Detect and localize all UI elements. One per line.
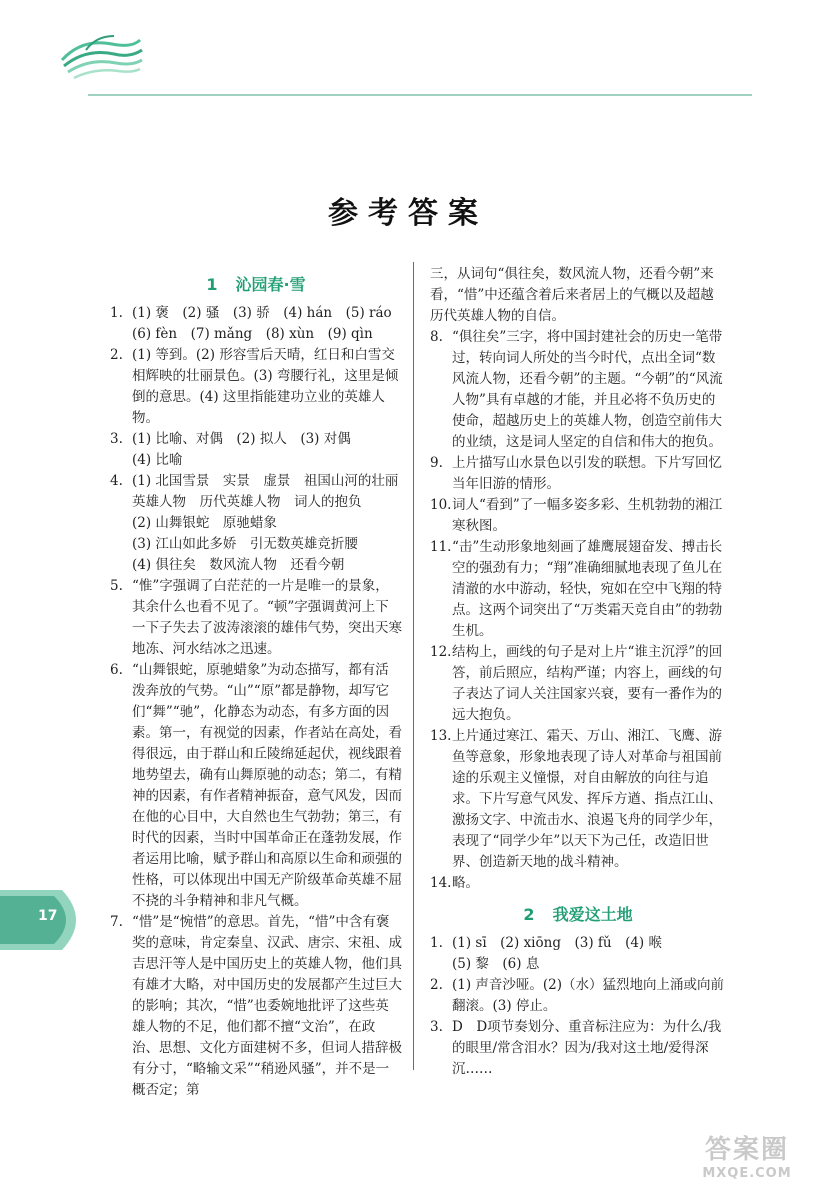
answer-number: 14.	[430, 875, 452, 891]
answer-text: 略。	[452, 875, 479, 891]
section-heading-1	[110, 274, 402, 295]
answer-number: 12.	[430, 644, 452, 660]
answer-list-left	[110, 303, 402, 1101]
answer-item	[430, 642, 726, 726]
answer-text: (1) 北国雪景 实景 虚景 祖国山河的壮丽 英雄人物 历代英雄人物 词人的抱负 (2) 山舞银蛇 原驰蜡象 (3) 江山如此多娇 引无数英雄竞折腰 (4) 俱往矣 数风流人物 还看今朝	[132, 473, 399, 573]
answer-number: 2.	[110, 347, 123, 363]
header-rule	[88, 94, 752, 96]
section-number: 1	[206, 275, 218, 294]
answer-item	[110, 303, 402, 345]
answer-text: “惜”是“惋惜”的意思。首先，“惜”中含有褒奖的意味，肯定秦皇、汉武、唐宗、宋祖、成吉思汗等人是中国历史上的英雄人物，他们具有雄才大略，对中国历史的发展都产生过巨大的影响；其次，“惜”也委婉地批评了这些英雄人物的不足，他们都不擅“文治”，在政治、思想、文化方面建树不多，但词人措辞极有分寸，“略输文采”“稍逊风骚”，并不是一概否定；第	[132, 914, 402, 1098]
left-column	[110, 272, 402, 1101]
answer-text: (1) 比喻、对偶 (2) 拟人 (3) 对偶 (4) 比喻	[132, 431, 351, 468]
watermark-line2: MXQE.COM	[702, 1166, 792, 1181]
page-number: 17	[38, 908, 58, 924]
section-title: 我爱这土地	[552, 905, 633, 924]
answer-text: 词人“看到”了一幅多姿多彩、生机勃勃的湘江寒秋图。	[452, 497, 723, 534]
watermark-line1: 答案圈	[704, 1135, 789, 1165]
answer-text: “击”生动形象地刻画了雄鹰展翅奋发、搏击长空的强劲有力；“翔”准确细腻地表现了鱼儿在清澈的水中游动，轻快，宛如在空中飞翔的特点。这两个词突出了“万类霜天竞自由”的勃勃生机。	[452, 539, 723, 639]
answer-text: 上片描写山水景色以引发的联想。下片写回忆当年旧游的情形。	[452, 455, 722, 492]
answer-list-section-2	[430, 933, 726, 1080]
answer-item	[430, 873, 726, 894]
answer-text: “俱往矣”三字，将中国封建社会的历史一笔带过，转向词人所处的当今时代，点出全词“数风流人物，还看今朝”的主题。“今朝”的“风流人物”具有卓越的才能，并且必将不负历史的使命，超越历史上的英雄人物，创造空前伟大的业绩，这是词人坚定的自信和伟大的抱负。	[452, 329, 723, 450]
right-column	[430, 264, 726, 1080]
answer-text: 结构上，画线的句子是对上片“谁主沉浮”的回答，前后照应，结构严谨；内容上，画线的句子表达了词人关注国家兴衰，要有一番作为的远大抱负。	[452, 644, 723, 723]
section-heading-2	[430, 904, 726, 925]
answer-list-right	[430, 264, 726, 894]
answer-number: 1.	[110, 305, 123, 321]
answer-number: 5.	[110, 578, 123, 594]
answer-number: 6.	[110, 662, 123, 678]
answer-item	[430, 537, 726, 642]
section-title: 沁园春·雪	[235, 275, 306, 294]
answer-item	[110, 471, 402, 576]
column-divider	[413, 262, 414, 1070]
answer-number: 1.	[430, 935, 443, 951]
answer-text: “惟”字强调了白茫茫的一片是唯一的景象，其余什么也看不见了。“顿”字强调黄河上下一下子失去了波涛滚滚的雄伟气势，突出天寒地冻、河水结冰之迅速。	[132, 578, 402, 657]
answer-number: 9.	[430, 455, 443, 471]
answer-number: 7.	[110, 914, 123, 930]
answer-number: 11.	[430, 539, 452, 555]
section-number: 2	[523, 905, 535, 924]
answer-text: (1) sī (2) xiōng (3) fǔ (4) 喉 (5) 黎 (6) 息	[452, 935, 662, 972]
answer-item	[430, 933, 726, 975]
answer-item	[110, 576, 402, 660]
answer-number: 8.	[430, 329, 443, 345]
answer-text: “山舞银蛇，原驰蜡象”为动态描写，都有活泼奔放的气势。“山”“原”都是静物，却写它们“舞”“驰”，化静态为动态，有多方面的因素。第一，有视觉的因素，作者站在高处，看得很远，由于群山和丘陵绵延起伏，视线跟着地势望去，确有山舞原驰的动态；第二，有精神的因素，有作者精神振奋，意气风发，因而在他的心目中，大自然也生气勃勃；第三，有时代的因素，当时中国革命正在蓬勃发展，作者运用比喻，赋予群山和高原以生命和顽强的性格，可以体现出中国无产阶级革命英雄不屈不挠的斗争精神和非凡气概。	[132, 662, 402, 909]
watermark	[692, 1134, 802, 1190]
answer-text: (1) 等到。(2) 形容雪后天晴，红日和白雪交相辉映的壮丽景色。(3) 弯腰行礼，这里是倾倒的意思。(4) 这里指能建功立业的英雄人物。	[132, 347, 399, 426]
answer-number: 4.	[110, 473, 123, 489]
answer-item	[110, 345, 402, 429]
answer-text: 上片通过寒江、霜天、万山、湘江、飞鹰、游鱼等意象，形象地表现了诗人对革命与祖国前途的乐观主义憧憬，对自由解放的向往与追求。下片写意气风发、挥斥方遒、指点江山、激扬文字、中流击水、浪遏飞舟的同学少年，表现了“同学少年”以天下为己任，改造旧世界、创造新天地的战斗精神。	[452, 728, 722, 870]
answer-item	[430, 1017, 726, 1080]
answer-item	[110, 912, 402, 1101]
answer-item	[430, 453, 726, 495]
answer-item	[430, 495, 726, 537]
answer-number: 10.	[430, 497, 452, 513]
answer-number: 3.	[430, 1019, 443, 1035]
answer-item	[110, 429, 402, 471]
answer-item	[430, 264, 726, 327]
answer-number: 13.	[430, 728, 452, 744]
answer-item	[430, 327, 726, 453]
wave-logo-icon	[56, 30, 146, 82]
answer-item	[430, 726, 726, 873]
page-number-tab	[0, 880, 100, 960]
answer-text: D D项节奏划分、重音标注应为：为什么/我的眼里/常含泪水？因为/我对这土地/爱得深沉……	[452, 1019, 722, 1077]
answer-text: 三，从词句“俱往矣，数风流人物，还看今朝”来看，“惜”中还蕴含着后来者居上的气概以及超越历代英雄人物的自信。	[430, 266, 714, 324]
answer-number: 3.	[110, 431, 123, 447]
answer-item	[110, 660, 402, 912]
answer-item	[430, 975, 726, 1017]
answer-text: (1) 声音沙哑。(2)（水）猛烈地向上涌或向前翻滚。(3) 停止。	[452, 977, 725, 1014]
answer-number: 2.	[430, 977, 443, 993]
page-title: 参考答案	[328, 196, 488, 231]
answer-text: (1) 褒 (2) 骚 (3) 骄 (4) hán (5) ráo (6) fèn (7) mǎng (8) xùn (9) qìn	[132, 305, 392, 342]
